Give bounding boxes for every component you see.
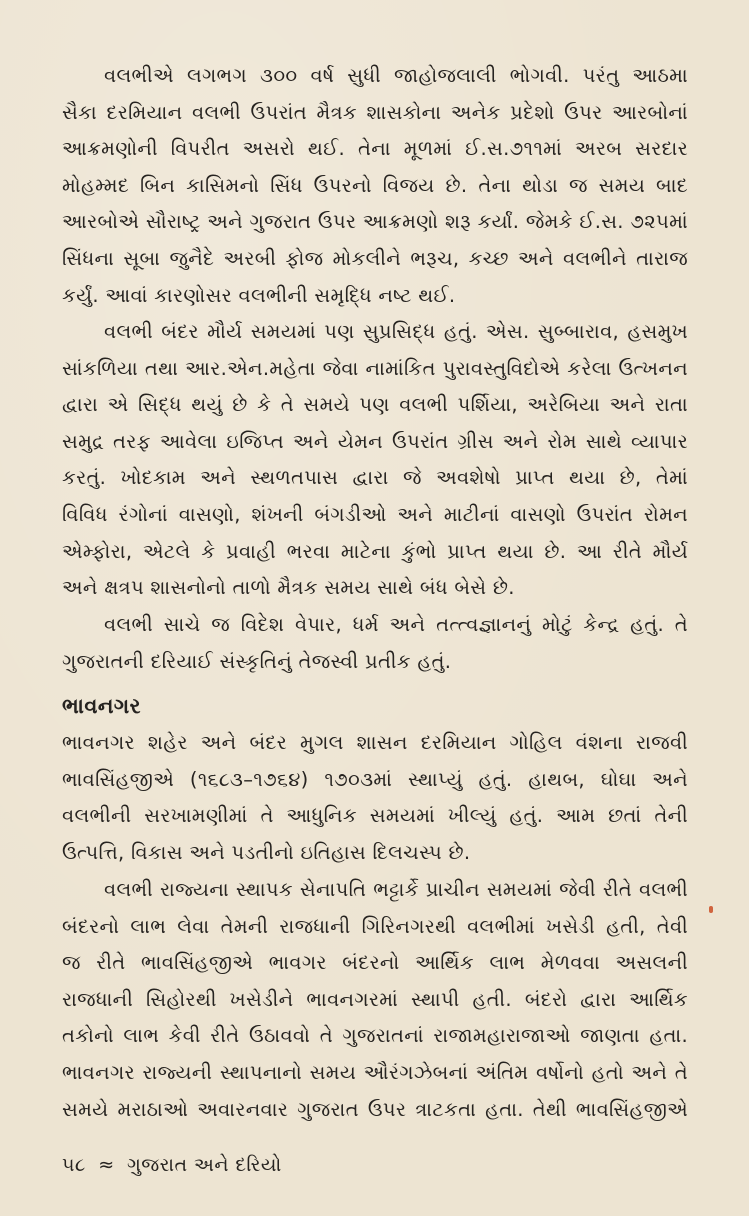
paragraph-2 [62,314,688,607]
text-line: આરબોએ સૌરાષ્ટ્ર અને ગુજરાત ઉપર આક્રમણો શરૂ કર્યાં. જેમકે ઈ.સ. ૭૨૫માં [62,210,688,234]
text-line: ગુજરાતની દરિયાઈ સંસ્કૃતિનું તેજસ્વી પ્રતીક હતું. [62,649,452,673]
text-line: જ રીતે ભાવસિંહજીએ ભાવગર બંદરનો આર્થિક લાભ મેળવવા અસલની [62,951,688,975]
paragraph-1 [62,58,688,314]
page-number: ૫૮ [62,1154,86,1176]
text-line: તકોનો લાભ કેવી રીતે ઉઠાવવો તે ગુજરાતનાં રાજામહારાજાઓ જાણતા હતા. [62,1024,688,1048]
text-line: વલભી સાચે જ વિદેશ વેપાર, ધર્મ અને તત્ત્વજ્ઞાનનું મોટું કેન્દ્ર હતું. તે [104,613,688,636]
text-line: અને ક્ષત્રપ શાસનોનો તાળો મૈત્રક સમય સાથે બંધ બેસે છે. [62,576,515,600]
text-line: બંદરનો લાભ લેવા તેમની રાજધાની ગિરિનગરથી વલભીમાં ખસેડી હતી, તેવી [62,914,688,938]
paragraph-5 [62,872,688,1128]
paragraph-3 [62,607,688,680]
text-line: કર્યું. આવાં કારણોસર વલભીની સમૃદ્ધિ નષ્ટ થઈ. [62,283,456,307]
text-line: મોહમ્મદ બિન કાસિમનો સિંધ ઉપરનો વિજય છે. તેના થોડા જ સમય બાદ [62,173,688,197]
text-line: સમયે મરાઠાઓ અવારનવાર ગુજરાત ઉપર ત્રાટકતા હતા. તેથી ભાવસિંહજીએ [62,1097,688,1121]
footer-separator: ≈ [98,1154,115,1176]
text-line: એમ્ફોરા, એટલે કે પ્રવાહી ભરવા માટેના કુંભો પ્રાપ્ત થયા છે. આ રીતે મૌર્ય [62,539,688,563]
text-line: વલભી બંદર મૌર્ય સમયમાં પણ સુપ્રસિદ્ધ હતું. એસ. સુબ્બારાવ, હસમુખ [104,320,688,343]
text-line: ભાવનગર રાજ્યની સ્થાપનાનો સમય ઔરંગઝેબનાં અંતિમ વર્ષોનો હતો અને તે [62,1060,688,1084]
text-line: આક્રમણોની વિપરીત અસરો થઈ. તેના મૂળમાં ઈ.સ.૭૧૧માં અરબ સરદાર [62,137,688,161]
page-footer [62,1150,288,1180]
text-line: ભાવસિંહજીએ (૧૬૮૩–૧૭૬૪) ૧૭૦૩માં સ્થાપ્યું હતું. હાથબ, ઘોઘા અને [62,767,688,791]
text-line: ભાવનગર શહેર અને બંદર મુગલ શાસન દરમિયાન ગોહિલ વંશના રાજવી [62,731,688,754]
text-line: દ્વારા એ સિદ્ધ થયું છે કે તે સમયે પણ વલભી પર્શિયા, અરેબિયા અને રાતા [62,393,688,417]
text-line: સૈકા દરમિયાન વલભી ઉપરાંત મૈત્રક શાસકોના અનેક પ્રદેશો ઉપર આરબોનાં [62,100,688,124]
paragraph-4 [62,725,688,871]
text-line: સમુદ્ર તરફ આવેલા ઇજિપ્ત અને યેમન ઉપરાંત ગ્રીસ અને રોમ સાથે વ્યાપાર [62,429,688,453]
book-title: ગુજરાત અને દરિયો [126,1154,282,1176]
ink-mark [709,906,713,913]
text-line: રાજધાની સિહોરથી ખસેડીને ભાવનગરમાં સ્થાપી હતી. બંદરો દ્વારા આર્થિક [62,987,688,1011]
text-line: સિંધના સૂબા જુનૈદે અરબી ફોજ મોકલીને ભરૂચ, કચ્છ અને વલભીને તારાજ [62,246,688,270]
section-heading: ભાવનગર [62,694,141,718]
text-line: વિવિધ રંગોનાં વાસણો, શંખની બંગડીઓ અને માટીનાં વાસણો ઉપરાંત રોમન [62,502,688,526]
text-line: કરતું. ખોદકામ અને સ્થળતપાસ દ્વારા જે અવશેષો પ્રાપ્ત થયા છે, તેમાં [62,466,688,490]
text-line: વલભી રાજ્યના સ્થાપક સેનાપતિ ભટ્ટાર્કે પ્રાચીન સમયમાં જેવી રીતે વલભી [104,878,688,901]
text-line: વલભીની સરખામણીમાં તે આધુનિક સમયમાં ખીલ્યું હતું. આમ છતાં તેની [62,804,688,828]
text-line: ઉત્પત્તિ, વિકાસ અને પડતીનો ઇતિહાસ દિલચસ્પ છે. [62,840,471,864]
text-line: સાંકળિયા તથા આર.એન.મહેતા જેવા નામાંકિત પુરાવસ્તુવિદોએ કરેલા ઉત્ખનન [62,356,688,380]
text-line: વલભીએ લગભગ ૩૦૦ વર્ષ સુધી જાહોજલાલી ભોગવી. પરંતુ આઠમા [104,64,688,87]
